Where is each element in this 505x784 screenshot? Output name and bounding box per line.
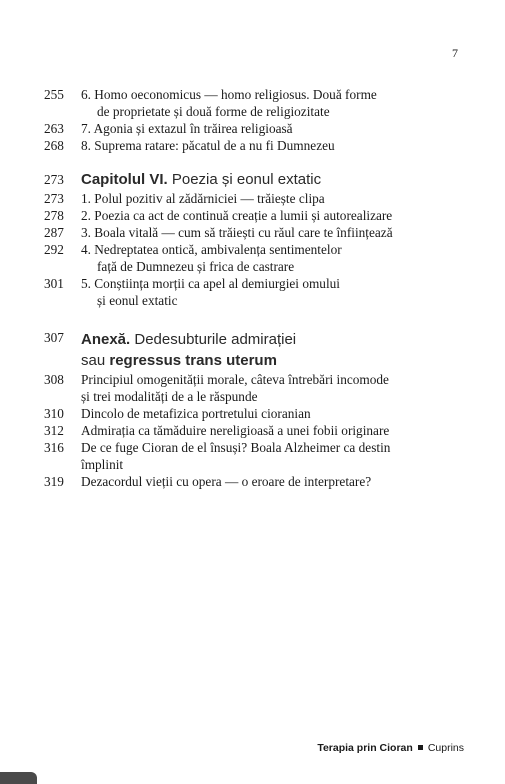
toc-section-c [44,371,464,490]
toc-entry [44,371,464,405]
toc-entry [44,422,464,439]
toc-entry-page: 255 [44,87,64,102]
toc-entry-title-cont: și trei modalități de a le răspunde [81,389,258,404]
toc-entry-page: 319 [44,474,64,489]
footer-separator-square-icon [418,745,423,750]
toc-entry-page: 316 [44,440,64,455]
toc-entry-page: 273 [44,191,64,206]
annex-title: Dedesubturile admirației [134,331,297,348]
toc-entry-title: 7. Agonia și extazul în trăirea religioasă [81,121,293,136]
footer-book-title: Terapia prin Cioran [317,742,413,754]
chapter-page: 273 [44,172,64,187]
page-number: 7 [452,46,458,60]
toc-entry-title: 2. Poezia ca act de continuă creație a lumii și autorealizare [81,208,393,223]
toc-entry-title: Admirația ca tămăduire nereligioasă a unei fobii originare [81,423,390,438]
toc-entry-title-cont: și eonul extatic [97,293,178,308]
annex-subtitle: regressus trans uterum [109,352,277,369]
toc-section-a [44,86,464,154]
table-of-contents [44,86,464,490]
toc-entry [44,120,464,137]
toc-entry-title-cont: față de Dumnezeu și frica de castrare [97,259,295,274]
toc-entry [44,224,464,241]
toc-entry-title: 8. Suprema ratare: păcatul de a nu fi Dumnezeu [81,138,335,153]
toc-entry [44,439,464,473]
chapter-title: Poezia și eonul extatic [171,171,322,188]
toc-entry-page: 310 [44,406,64,421]
toc-entry-title: 4. Nedreptatea ontică, ambivalența sentimentelor [81,242,342,257]
toc-entry-page: 278 [44,208,64,223]
toc-entry-title: Dincolo de metafizica portretului cioranian [81,406,311,421]
toc-entry [44,241,464,275]
footer-section: Cuprins [427,742,464,754]
toc-entry-page: 268 [44,138,64,153]
running-footer [317,742,464,754]
toc-entry [44,137,464,154]
toc-entry-title-cont: de proprietate și două forme de religiozitate [97,104,330,119]
page-corner-tab [0,772,37,784]
toc-entry-page: 287 [44,225,64,240]
annex-page: 307 [44,330,64,345]
annex-label: Anexă. [81,331,131,348]
toc-entry-page: 312 [44,423,64,438]
toc-entry [44,86,464,120]
toc-entry [44,190,464,207]
toc-entry-title: Principiul omogenității morale, câteva întrebări incomode [81,372,389,387]
toc-entry-title: Dezacordul vieții cu opera — o eroare de interpretare? [81,474,372,489]
chapter-heading [44,169,464,190]
toc-entry-page: 263 [44,121,64,136]
toc-entry-title: 3. Boala vitală — cum să trăiești cu răul care te înființează [81,225,393,240]
annex-heading [44,329,464,371]
toc-entry-title: 1. Polul pozitiv al zădărniciei — trăiește clipa [81,191,325,206]
toc-entry-title: De ce fuge Cioran de el însuși? Boala Alzheimer ca destin [81,440,391,455]
chapter-label: Capitolul VI. [81,171,168,188]
toc-entry-title-cont: împlinit [81,457,124,472]
toc-section-b [44,190,464,309]
toc-entry-title: 6. Homo oeconomicus — homo religiosus. Două forme [81,87,377,102]
toc-entry-page: 292 [44,242,64,257]
toc-entry [44,405,464,422]
toc-entry-page: 301 [44,276,64,291]
toc-entry [44,275,464,309]
annex-subtitle-prefix: sau [81,352,106,369]
toc-entry [44,473,464,490]
toc-entry-title: 5. Conștiința morții ca apel al demiurgiei omului [81,276,340,291]
toc-entry-page: 308 [44,372,64,387]
toc-entry [44,207,464,224]
